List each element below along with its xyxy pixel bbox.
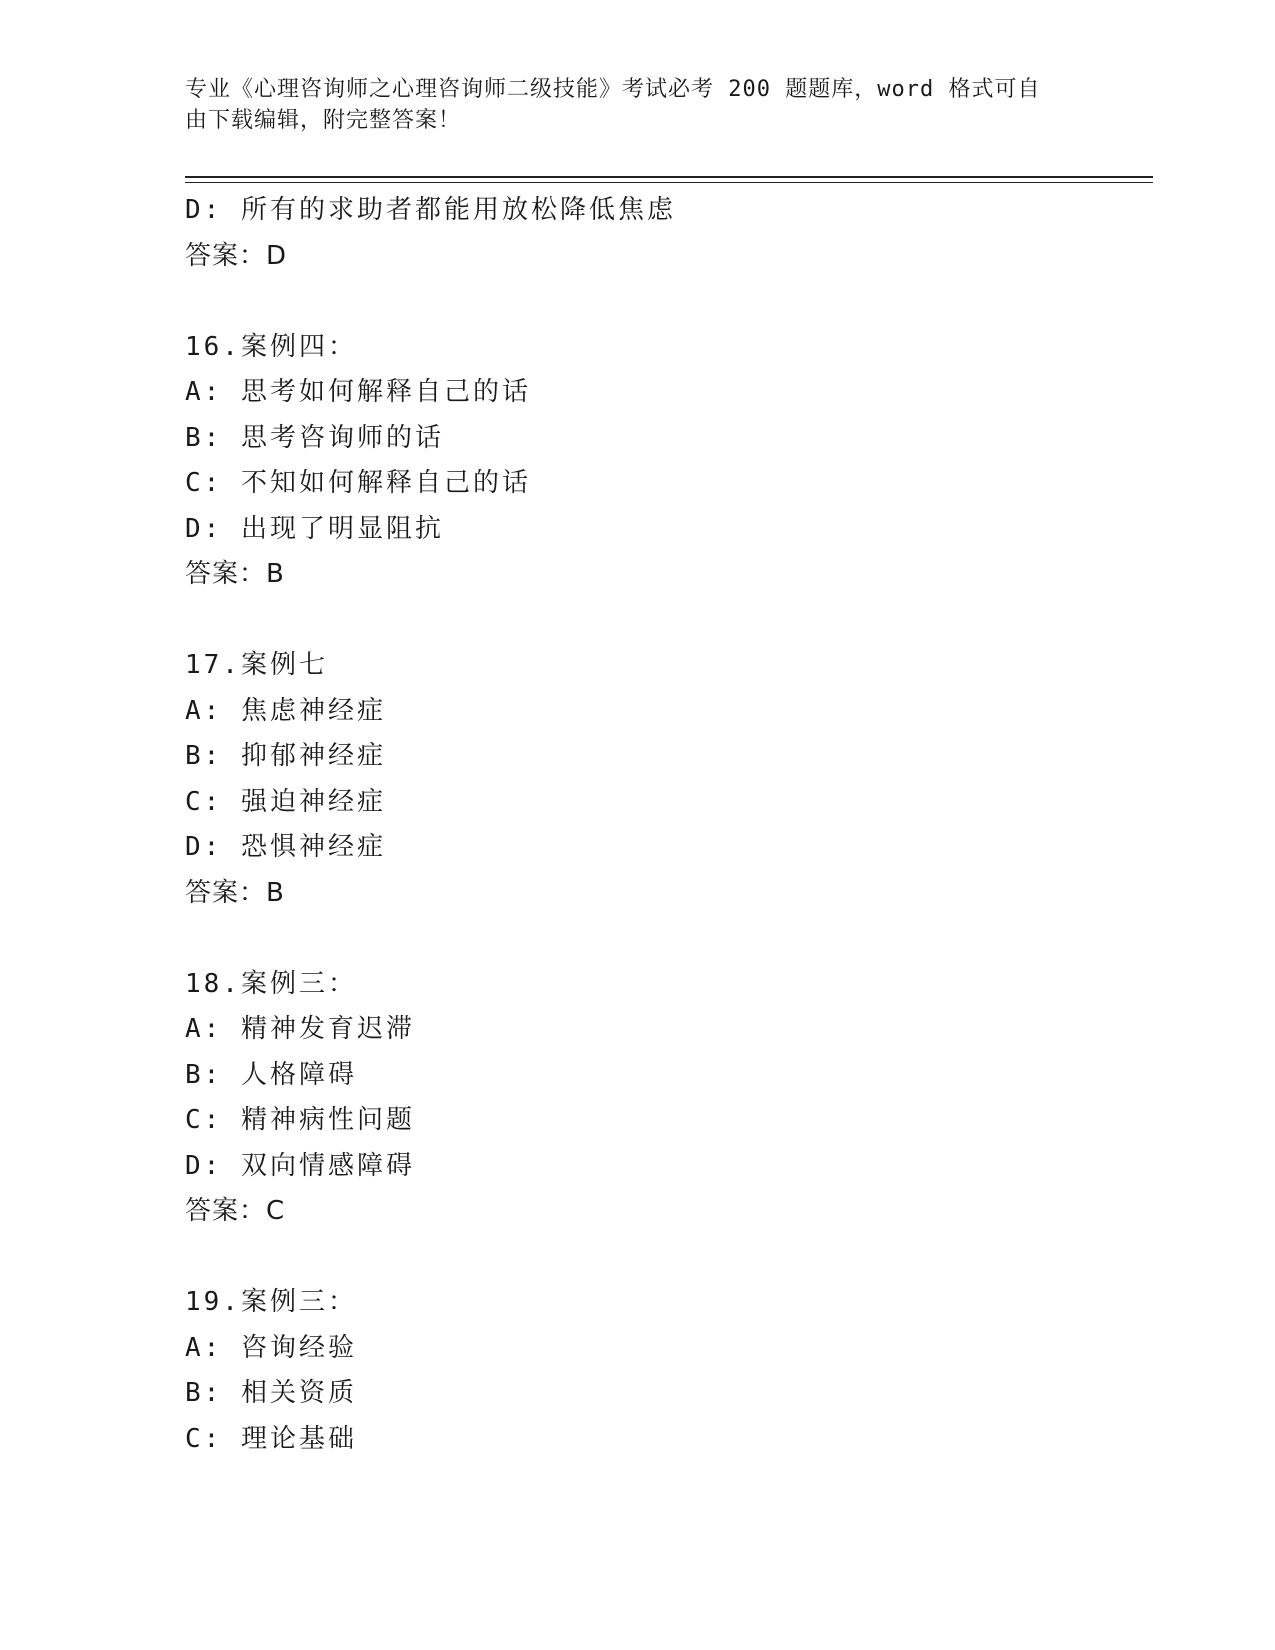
header-divider-bottom [185, 182, 1153, 183]
spacer [185, 279, 1153, 325]
option-a: A: 精神发育迟滞 [185, 1014, 415, 1044]
header-line-2: 由下载编辑，附完整答案！ [185, 108, 462, 133]
option-a: A: 咨询经验 [185, 1332, 357, 1363]
option-c: C: 精神病性问题 [185, 1105, 415, 1135]
question-title: 16.案例四： [185, 331, 357, 362]
question-list [185, 188, 1153, 1462]
option-c: C: 不知如何解释自己的话 [185, 468, 531, 498]
option-b: B: 抑郁神经症 [185, 741, 386, 771]
question-title: 18.案例三： [185, 968, 357, 999]
option-c: C: 理论基础 [185, 1423, 357, 1454]
option-d: D: 恐惧神经症 [185, 832, 386, 862]
header-divider-top [185, 176, 1153, 178]
option-c: C: 强迫神经症 [185, 786, 386, 817]
option-a: A: 焦虑神经症 [185, 695, 386, 726]
answer: 答案：B [185, 877, 285, 908]
prev-question-answer: 答案：D [185, 240, 288, 271]
document-header [185, 74, 1065, 136]
spacer [185, 1235, 1153, 1281]
answer: 答案：B [185, 559, 285, 589]
option-b: B: 相关资质 [185, 1378, 357, 1408]
question-title: 19.案例三： [185, 1287, 357, 1317]
question-18 [185, 962, 1153, 1235]
question-title: 17.案例七 [185, 650, 328, 680]
spacer [185, 598, 1153, 644]
question-19 [185, 1280, 1153, 1462]
option-a: A: 思考如何解释自己的话 [185, 377, 531, 407]
prev-question-option-d: D: 所有的求助者都能用放松降低焦虑 [185, 195, 676, 225]
option-d: D: 出现了明显阻抗 [185, 513, 444, 544]
question-17 [185, 643, 1153, 916]
spacer [185, 916, 1153, 962]
option-b: B: 人格障碍 [185, 1059, 357, 1090]
answer: 答案：C [185, 1196, 286, 1226]
option-d: D: 双向情感障碍 [185, 1150, 415, 1181]
option-b: B: 思考咨询师的话 [185, 422, 444, 453]
header-line-1: 专业《心理咨询师之心理咨询师二级技能》考试必考 200 题题库，word 格式可自 [185, 77, 1041, 102]
question-16 [185, 325, 1153, 598]
